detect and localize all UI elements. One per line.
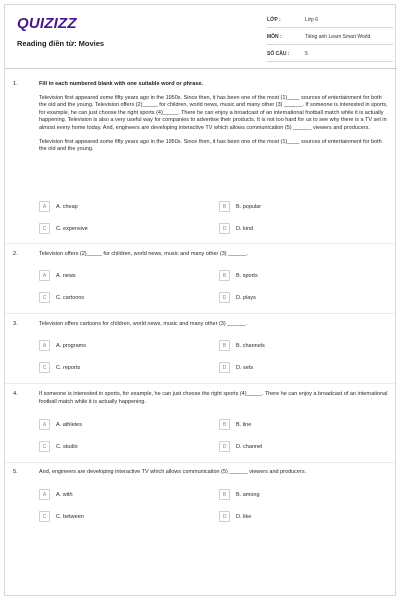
option-text: A. programs (56, 342, 86, 349)
option-letter: D (219, 223, 230, 234)
option-a[interactable] (39, 489, 73, 500)
meta-value: 5 (305, 51, 308, 57)
option-b[interactable] (219, 270, 258, 281)
question-body (39, 251, 389, 259)
meta-key: SỐ CÂU : (267, 51, 290, 57)
question-text: Television offers (2)_____ for children, world news, music and many other (3) ______. (39, 251, 249, 257)
option-a[interactable] (39, 270, 76, 281)
option-c[interactable] (39, 223, 88, 234)
option-letter: C (39, 292, 50, 303)
option-text: B. sports (236, 272, 258, 279)
option-a[interactable] (39, 340, 86, 351)
question-body (39, 321, 389, 329)
option-a[interactable] (39, 419, 82, 430)
option-letter: D (219, 441, 230, 452)
option-b[interactable] (219, 489, 260, 500)
option-letter: A (39, 201, 50, 212)
option-a[interactable] (39, 201, 78, 212)
option-d[interactable] (219, 292, 256, 303)
option-c[interactable] (39, 292, 84, 303)
option-text: C. between (56, 513, 84, 520)
divider (5, 383, 397, 384)
meta-row-count (267, 47, 393, 62)
question-number: 2. (13, 251, 18, 257)
option-d[interactable] (219, 441, 262, 452)
option-text: A. cheap (56, 203, 78, 210)
option-letter: B (219, 489, 230, 500)
option-letter: C (39, 441, 50, 452)
question-body (39, 391, 389, 406)
option-letter: C (39, 511, 50, 522)
meta-key: MÔN : (267, 34, 282, 40)
option-text: D. channel (236, 443, 263, 450)
meta-table (267, 13, 393, 64)
option-text: C. reports (56, 364, 81, 371)
option-b[interactable] (219, 201, 261, 212)
option-text: B. among (236, 491, 260, 498)
option-letter: D (219, 362, 230, 373)
option-b[interactable] (219, 340, 265, 351)
option-letter: A (39, 489, 50, 500)
meta-row-class (267, 13, 393, 28)
option-d[interactable] (219, 511, 251, 522)
worksheet-header (5, 5, 397, 69)
meta-value: Lớp 6 (305, 17, 319, 23)
option-text: A. athletes (56, 421, 82, 428)
option-letter: A (39, 419, 50, 430)
option-text: C. expensive (56, 225, 88, 232)
option-text: D. kind (236, 225, 254, 232)
option-letter: B (219, 340, 230, 351)
option-b[interactable] (219, 419, 251, 430)
option-letter: A (39, 270, 50, 281)
option-text: B. popular (236, 203, 262, 210)
option-letter: A (39, 340, 50, 351)
option-text: B. channels (236, 342, 265, 349)
question-number: 1. (13, 81, 18, 87)
option-c[interactable] (39, 362, 80, 373)
option-d[interactable] (219, 362, 253, 373)
option-text: C. cartoons (56, 294, 85, 301)
divider (5, 462, 397, 463)
option-letter: C (39, 223, 50, 234)
option-c[interactable] (39, 441, 78, 452)
divider (5, 243, 397, 244)
option-letter: D (219, 292, 230, 303)
worksheet-title: Reading điền từ: Movies (17, 39, 105, 48)
option-letter: B (219, 201, 230, 212)
option-text: A. with (56, 491, 73, 498)
question-text: Television first appeared some fifty years ago in the 1950s. Since then, it has been one of the most (1)____ sources of entertainment for both the old and the young. (39, 138, 382, 153)
option-letter: B (219, 419, 230, 430)
option-text: D. plays (236, 294, 256, 301)
meta-row-subject (267, 30, 393, 45)
question-number: 4. (13, 391, 18, 397)
option-letter: B (219, 270, 230, 281)
option-text: D. like (236, 513, 252, 520)
option-d[interactable] (219, 223, 253, 234)
divider (5, 313, 397, 314)
meta-key: LỚP : (267, 17, 281, 23)
option-letter: C (39, 362, 50, 373)
meta-value: Tiếng anh Learn Smart World (305, 34, 371, 40)
option-text: B. line (236, 421, 252, 428)
question-text: Television offers cartoons for children, world news, music and many other (3) ______. (39, 321, 248, 327)
option-text: A. news (56, 272, 76, 279)
question-instruction: Fill in each numbered blank with one suitable word or phrase. (39, 81, 204, 87)
question-number: 3. (13, 321, 18, 327)
option-text: C. studio (56, 443, 78, 450)
worksheet-page (4, 4, 396, 596)
option-letter: D (219, 511, 230, 522)
question-body (39, 81, 389, 154)
question-body (39, 469, 389, 477)
question-text: If someone is interested in sports, for example, he can just choose the right sports (4)_____. There he can enjoy a broadcast of an international football match while it is actually happening. (39, 391, 388, 405)
option-text: D. sets (236, 364, 254, 371)
question-number: 5. (13, 469, 18, 475)
question-text: And, engineers are developing interactive TV which allows communication (5) ______ viewers and producers. (39, 469, 307, 475)
brand-logo: QUIZIZZ (17, 15, 77, 32)
option-c[interactable] (39, 511, 84, 522)
reading-passage: Television first appeared some fifty years ago in the 1950s. Since then, it has been one of the most (1)____ sources of entertainment for both the old and the young. Television offers (2)_____ for children, world news, music and many other (3) ______. If someone is interested in sports, for example, he can just choose the right sports (4)_____. There he can enjoy a broadcast of an international football match while it is actually happening. Television is also a very useful way for companies to advertise their products. It is not too hard for us to see why there is a TV set in almost every home today. And, engineers are developing interactive TV which allows communication (5) ______ viewers and producers. (39, 94, 388, 131)
